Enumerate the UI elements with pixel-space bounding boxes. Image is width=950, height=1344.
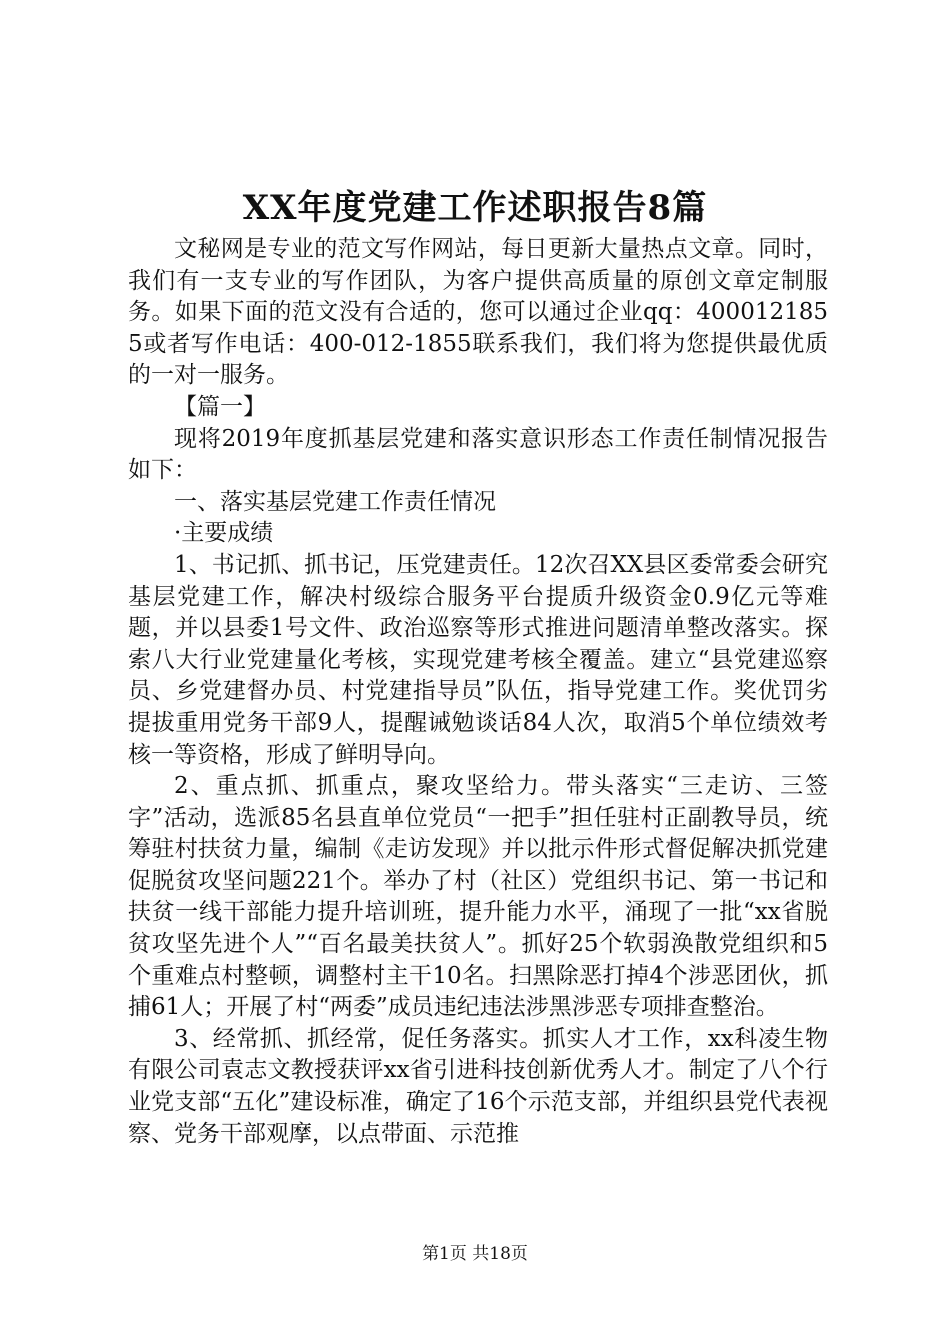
section-heading-one: 一、落实基层党建工作责任情况: [174, 488, 496, 515]
achievement-paragraph-3: 3、经常抓、抓经常，促任务落实。抓实人才工作，xx科凌生物有限公司袁志文教授获评xx省引进科技创新优秀人才。制定了八个行业党支部“五化”建设标准，确定了16个示范支部，并组织县党代表视察、党务干部观摩，以点带面、示范推: [128, 1025, 828, 1147]
achievement-paragraph-2: 2、重点抓、抓重点，聚攻坚给力。带头落实“三走访、三签字”活动，选派85名县直单位党员“一把手”担任驻村正副教导员，统筹驻村扶贫力量，编制《走访发现》并以批示件形式督促解决抓党建促脱贫攻坚问题221个。举办了村（社区）党组织书记、第一书记和扶贫一线干部能力提升培训班，提升能力水平，涌现了一批“xx省脱贫攻坚先进个人”“百名最美扶贫人”。抓好25个软弱涣散党组织和5个重难点村整顿，调整村主干10名。扫黑除恶打掉4个涉恶团伙，抓捕61人；开展了村“两委”成员违纪违法涉黑涉恶专项排查整治。: [128, 773, 828, 1021]
achievement-paragraph-1: 1、书记抓、抓书记，压党建责任。12次召XX县区委常委会研究基层党建工作，解决村级综合服务平台提质升级资金0.9亿元等难题，并以县委1号文件、政治巡察等形式推进问题清单整改落实。探索八大行业党建量化考核，实现党建考核全覆盖。建立“县党建巡察员、乡党建督办员、村党建指导员”队伍，指导党建工作。奖优罚劣提拔重用党务干部9人，提醒诫勉谈话84人次，取消5个单位绩效考核一等资格，形成了鲜明导向。: [128, 551, 828, 768]
report-intro-paragraph: 现将2019年度抓基层党建和落实意识形态工作责任制情况报告如下：: [128, 425, 828, 484]
section-heading-part-one: 【篇一】: [174, 393, 266, 420]
subheading-main-achievements: ·主要成绩: [174, 520, 274, 547]
document-title: XX年度党建工作述职报告8篇: [242, 188, 708, 228]
page-number-footer: 第1页 共18页: [422, 1244, 528, 1264]
intro-paragraph: 文秘网是专业的范文写作网站，每日更新大量热点文章。同时，我们有一支专业的写作团队，为客户提供高质量的原创文章定制服务。如果下面的范文没有合适的，您可以通过企业qq：4000121855或者写作电话：400-012-1855联系我们，我们将为您提供最优质的一对一服务。: [128, 236, 828, 389]
document-body: [128, 234, 828, 1150]
